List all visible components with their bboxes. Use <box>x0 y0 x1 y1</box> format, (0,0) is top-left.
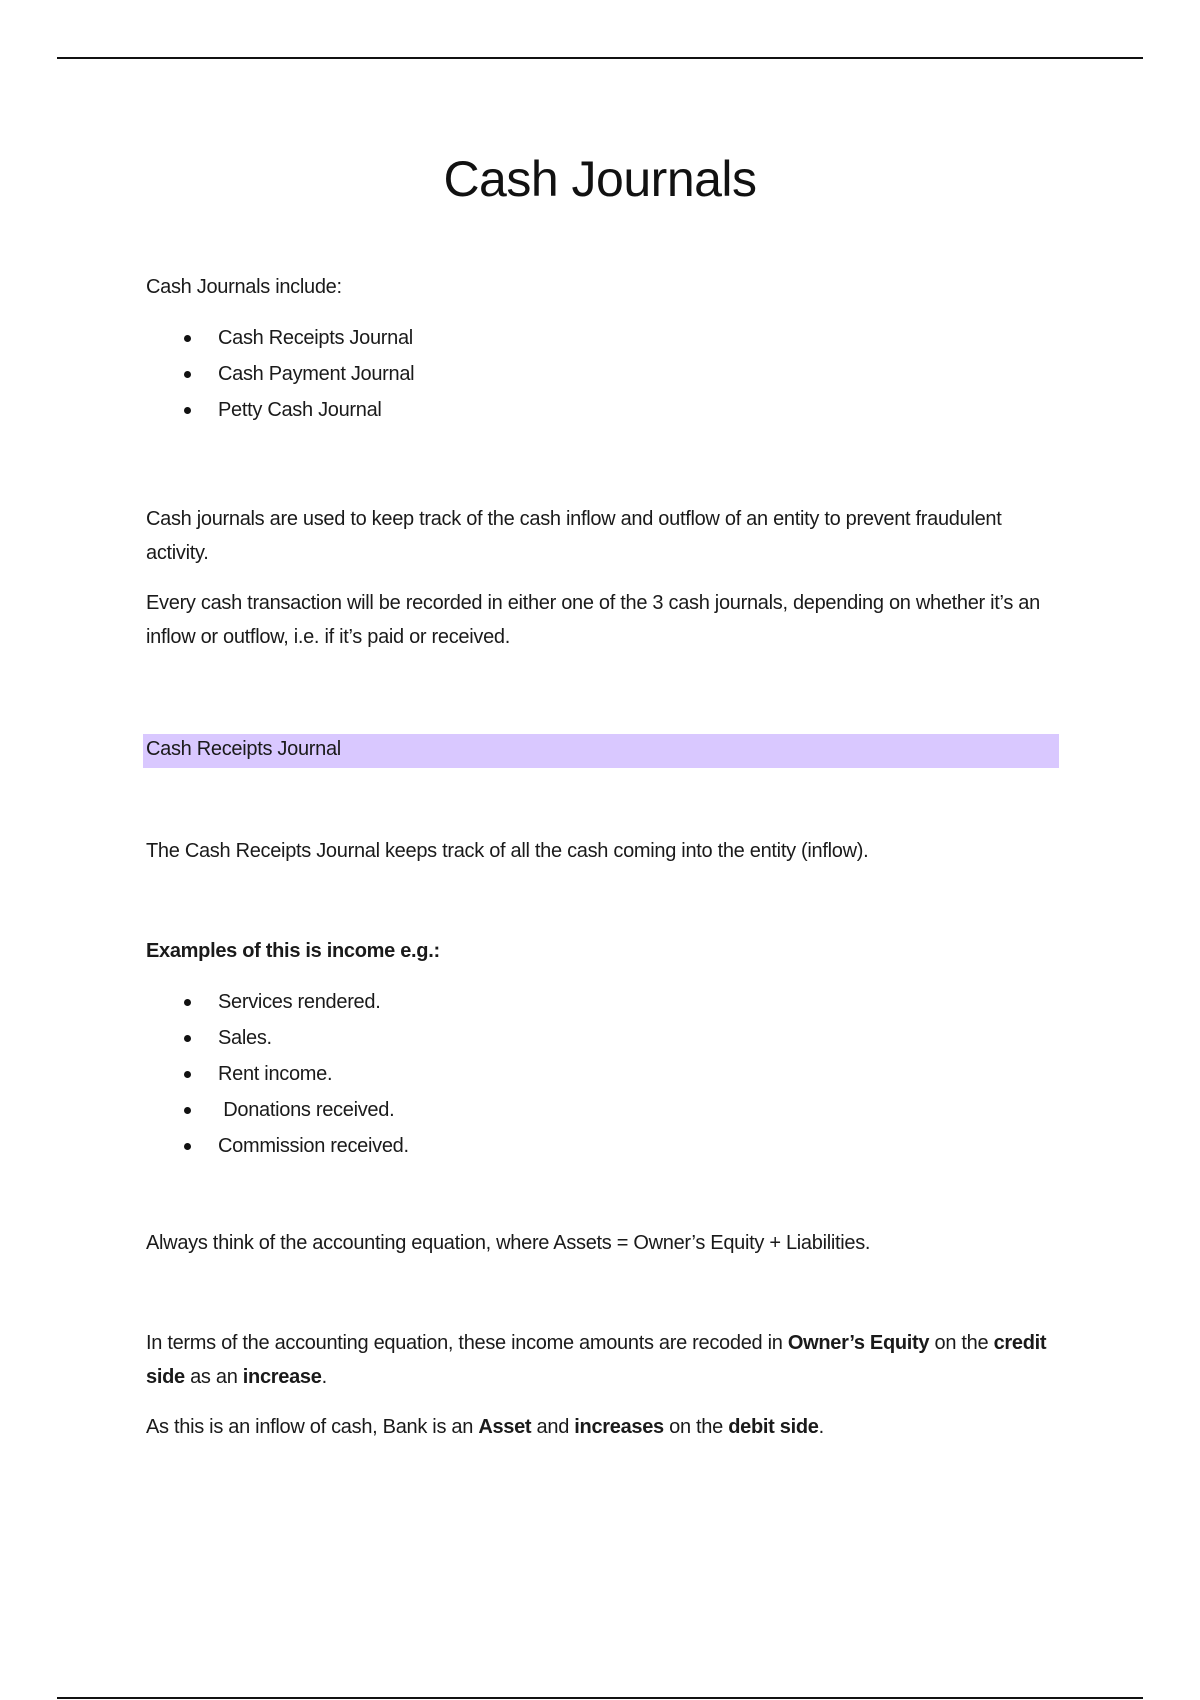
examples-heading <box>146 934 1066 968</box>
list-item: Cash Receipts Journal <box>146 320 1066 356</box>
income-bold-credit-side: credit side <box>146 1332 1047 1388</box>
list-item: Rent income. <box>146 1056 1066 1092</box>
income-bold-owners-equity: Owner’s Equity <box>787 1332 930 1354</box>
income-paragraph <box>146 1326 1066 1394</box>
document-title: Cash Journals <box>443 151 757 207</box>
income-text-3: as an <box>184 1366 243 1388</box>
bank-bold-debit-side: debit side <box>728 1416 819 1438</box>
recording-paragraph: Every cash transaction will be recorded in either one of the 3 cash journals, depending on whether it’s an inflow or outflow, i.e. if it’s paid or received. <box>146 592 1040 648</box>
equation-paragraph: Always think of the accounting equation, where Assets = Owner’s Equity + Liabilities. <box>146 1232 871 1254</box>
bank-bold-increases: increases <box>574 1416 664 1438</box>
bank-bold-asset: Asset <box>478 1416 532 1438</box>
bottom-rule <box>57 1697 1143 1699</box>
section-heading-highlight <box>143 734 1059 768</box>
income-text-1: In terms of the accounting equation, these income amounts are recoded in <box>146 1332 788 1354</box>
list-item: Services rendered. <box>146 984 1066 1020</box>
journal-types-list <box>146 320 1066 428</box>
list-item: Commission received. <box>146 1128 1066 1164</box>
section-heading: Cash Receipts Journal <box>146 738 341 760</box>
bank-text-4: . <box>818 1416 824 1438</box>
list-item: Cash Payment Journal <box>146 356 1066 392</box>
document-body <box>146 270 1066 1444</box>
income-bold-increase: increase <box>242 1366 322 1388</box>
receipts-description: The Cash Receipts Journal keeps track of all the cash coming into the entity (inflow). <box>146 840 869 862</box>
intro-lead: Cash Journals include: <box>146 276 342 298</box>
bank-paragraph <box>146 1410 1066 1444</box>
bank-text-1: As this is an inflow of cash, Bank is an <box>146 1416 479 1438</box>
list-item: Petty Cash Journal <box>146 392 1066 428</box>
bank-text-2: and <box>531 1416 575 1438</box>
list-item: Donations received. <box>146 1092 1066 1128</box>
purpose-paragraph: Cash journals are used to keep track of the cash inflow and outflow of an entity to prevent fraudulent activity. <box>146 508 1002 564</box>
list-item: Sales. <box>146 1020 1066 1056</box>
income-examples-list <box>146 984 1066 1164</box>
bank-text-3: on the <box>663 1416 729 1438</box>
top-rule <box>57 57 1143 59</box>
income-text-4: . <box>321 1366 327 1388</box>
examples-heading-text: Examples of this is income e.g.: <box>146 940 440 962</box>
income-text-2: on the <box>929 1332 994 1354</box>
